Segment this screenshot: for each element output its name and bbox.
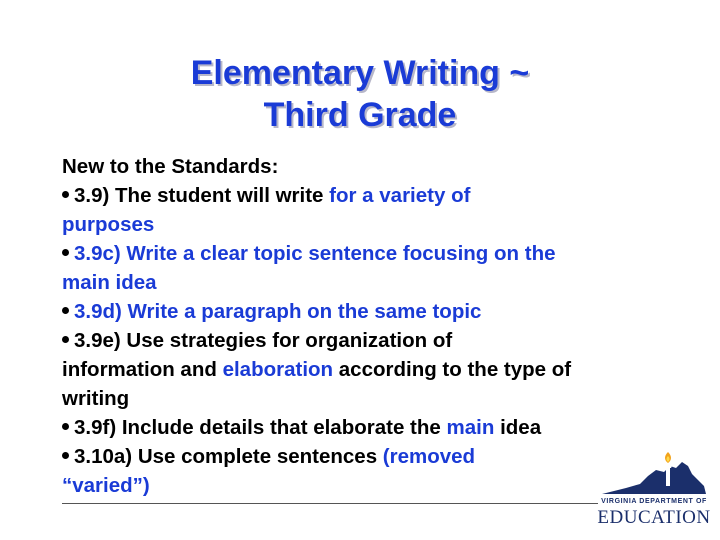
bullet-icon [62,336,69,343]
bullet-item-3-9 [62,181,672,210]
slide-title [0,52,720,136]
bullet-icon [62,249,69,256]
intro-line: New to the Standards: [62,155,279,178]
item-highlight: main [446,416,495,439]
item-highlight: for a variety of [329,184,471,207]
item-text: 3.9d) Write a paragraph on the same topic [74,300,482,323]
bullet-icon [62,452,69,459]
virginia-state-icon [596,450,712,500]
item-text: 3.9c) Write a clear topic sentence focusing on the [74,242,556,265]
item-continuation: main idea [62,271,157,294]
bullet-icon [62,307,69,314]
item-text: 3.9e) Use strategies for organization of [74,329,453,352]
logo-education-text: EDUCATION [597,507,711,528]
item-text: 3.10a) Use complete sentences [74,445,383,468]
item-continuation: information and elaboration according to the type of [62,358,572,381]
bullet-item-3-9d [62,297,672,326]
vdoe-logo [596,450,712,532]
title-line-1: Elementary Writing ~ [190,54,530,92]
bullet-item-3-9e [62,326,672,355]
bullet-icon [62,423,69,430]
item-highlight: (removed [382,445,476,468]
bullet-icon [62,191,69,198]
item-continuation: “varied”) [62,474,150,497]
item-text: 3.9f) Include details that elaborate the [74,416,447,439]
bullet-item-3-9c [62,239,672,268]
title-line-2: Third Grade [263,96,457,134]
standards-list [62,152,672,500]
item-text: 3.9) The student will write [74,184,330,207]
bullet-item-3-9f: 3.9f) Include details that elaborate the main idea [62,413,672,442]
logo-department-text: VIRGINIA DEPARTMENT OF [601,498,707,505]
item-highlight: elaboration [222,358,334,381]
footer-divider [62,503,598,504]
item-continuation: writing [62,387,130,410]
bullet-item-3-10a [62,442,672,471]
item-continuation: purposes [62,213,155,236]
